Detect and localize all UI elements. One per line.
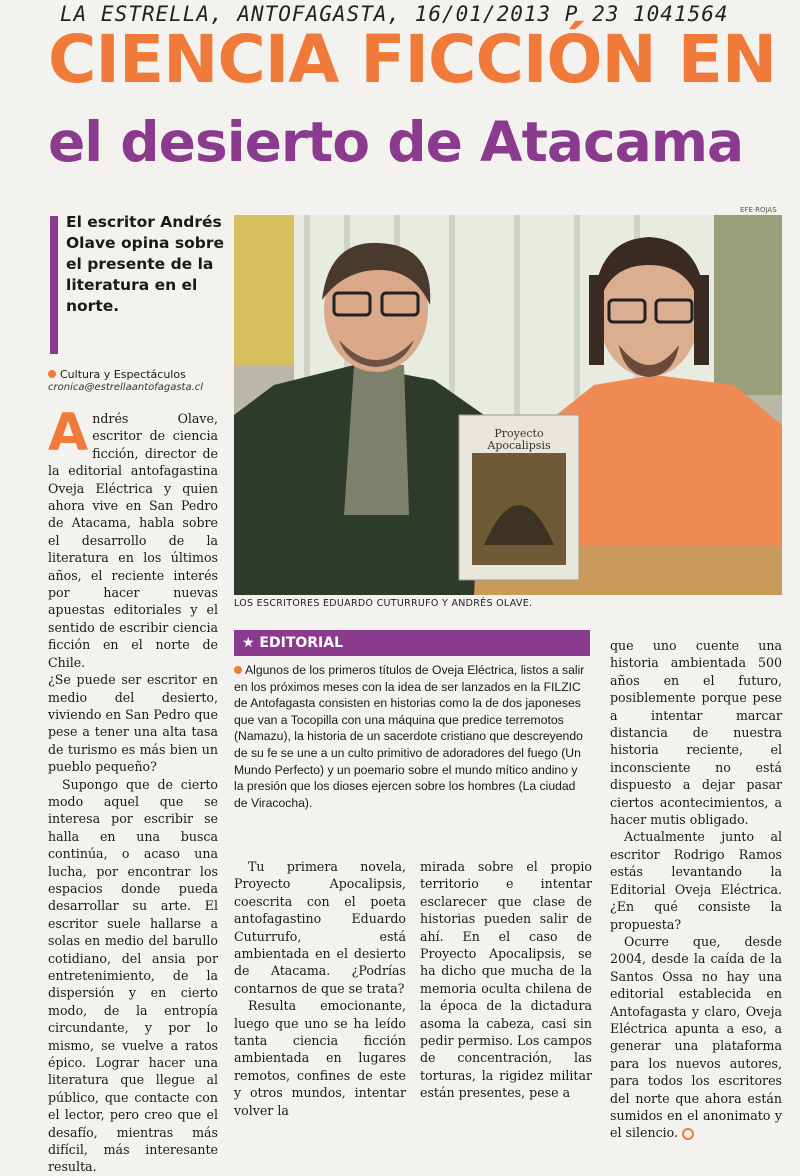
paragraph: ndrés Olave, escritor de ciencia ficción, director de la editorial antofagastina Oveja Eléctrica y quien ahora vive en San Pedro de Atacama, habla sobre el desarrollo de la literatura en los últimos años, el reciente interés por hacer nuevas apuestas editoriales y el sentido de escribir ciencia ficción en el norte de Chile. (48, 411, 218, 670)
question: Actualmente junto al escritor Rodrigo Ramos estás levantando la Editorial Oveja Eléctrica. ¿En qué consiste la propuesta? (610, 829, 782, 932)
bullet-icon (48, 370, 56, 378)
deck (50, 212, 225, 358)
drop-cap: A (48, 403, 89, 463)
paragraph: que uno cuente una historia ambientada 500 años en el futuro, posiblemente porque pese a intentar marcar distancia de nuestra historia reciente, el inconsciente no está dispuesto a dejar pasar ciertos acontecimientos, a hacer mutis obligado. (610, 638, 782, 828)
editorial-body (234, 662, 590, 811)
section-byline (48, 368, 238, 394)
section-email: cronica@estrellaantofagasta.cl (48, 382, 204, 393)
paragraph-text: Ocurre que, desde 2004, desde la caída de la Santos Ossa no hay una editorial establecida en Antofagasta y claro, Oveja Eléctrica apunta a eso, a generar una plataforma para los nuevos autores, para todos los escritores del norte que ahora están sumidos en el anonimato y el silencio. (610, 933, 782, 1141)
paragraph (610, 933, 782, 1142)
headline-line-2: el desierto de Atacama (48, 110, 744, 174)
photo-credit: EFE·ROJAS (740, 206, 777, 214)
handwritten-source-note: LA ESTRELLA, ANTOFAGASTA, 16/01/2013 P 23 1041564 (60, 2, 729, 26)
editorial-text: Algunos de los primeros títulos de Oveja Eléctrica, listos a salir en los próximos meses con la idea de ser lanzados en la FILZIC de Antofagasta consisten en historias como la de dos japoneses que van a Tocopilla con una máquina que predice terremotos (Namazu), la historia de un sacerdote cristiano que descreyendo de su fe se une a un culto primitivo de adoradores del fuego (Un Mundo Perfecto) y un poemario sobre el mundo mítico andino y la presión que los dioses ejercen sobre los hombres (La ciudad de Viracocha). (234, 663, 585, 810)
editorial-box (234, 630, 590, 845)
paragraph: mirada sobre el propio territorio e intentar esclarecer que clase de historias pueden salir de ahí. En el caso de Proyecto Apocalipsis, se ha dicho que mucha de la memoria oculta chilena de la época de la dictadura asoma la cabeza, casi sin pedir permiso. Los campos de concentración, las torturas, la rigidez militar están presentes, pese a (420, 859, 592, 1101)
deck-text: El escritor Andrés Olave opina sobre el presente de la literatura en el norte. (66, 213, 225, 315)
section-name: Cultura y Espectáculos (60, 368, 186, 381)
book-title-line: Proyecto (494, 427, 544, 440)
article-column-2 (234, 858, 406, 1118)
bullet-icon (234, 666, 242, 674)
writers-photo (234, 215, 782, 595)
paragraph: Resulta emocionante, luego que uno se ha leído tanta ciencia ficción ambientada en lugares remotos, confines de este y otros mundos, intentar volver la (234, 998, 406, 1118)
photo (234, 215, 782, 595)
headline-line-1: CIENCIA FICCIÓN EN (48, 21, 777, 98)
deck-accent-bar (50, 216, 58, 354)
question: Tu primera novela, Proyecto Apocalipsis, coescrita con el poeta antofagastino Eduardo Cuturrufo, está ambientada en el desierto de Atacama. ¿Podrías contarnos de que se trata? (234, 859, 406, 996)
editorial-header: ★ EDITORIAL (234, 630, 590, 656)
question: ¿Se puede ser escritor en medio del desierto, viviendo en San Pedro que pese a tener una alta tasa de turismo es más bien un pueblo pequeño? (48, 672, 218, 775)
article-column-4 (610, 637, 782, 1141)
photo-caption: LOS ESCRITORES EDUARDO CUTURRUFO Y ANDRÉS OLAVE. (234, 598, 533, 609)
article-column-3 (420, 858, 592, 1101)
paragraph: Supongo que de cierto modo aquel que se interesa por escribir se halla en una busca continúa, o acaso una lucha, por encontrar los espacios donde pueda desarrollar su arte. El escritor suele hallarse a solas en medio del barullo cotidiano, del ansia por entretenimiento, de la dispersión y en cierto modo, de la entropía circundante, y por lo mismo, se vuelve a ratos épico. Lograr hacer una literatura que llegue al público, que contacte con el lector, pero creo que el desafío, mientras más difícil, más interesante resulta. (48, 776, 218, 1175)
book-title-line: Apocalipsis (487, 439, 551, 452)
end-mark-icon (682, 1128, 694, 1140)
article-column-1 (48, 403, 218, 1175)
